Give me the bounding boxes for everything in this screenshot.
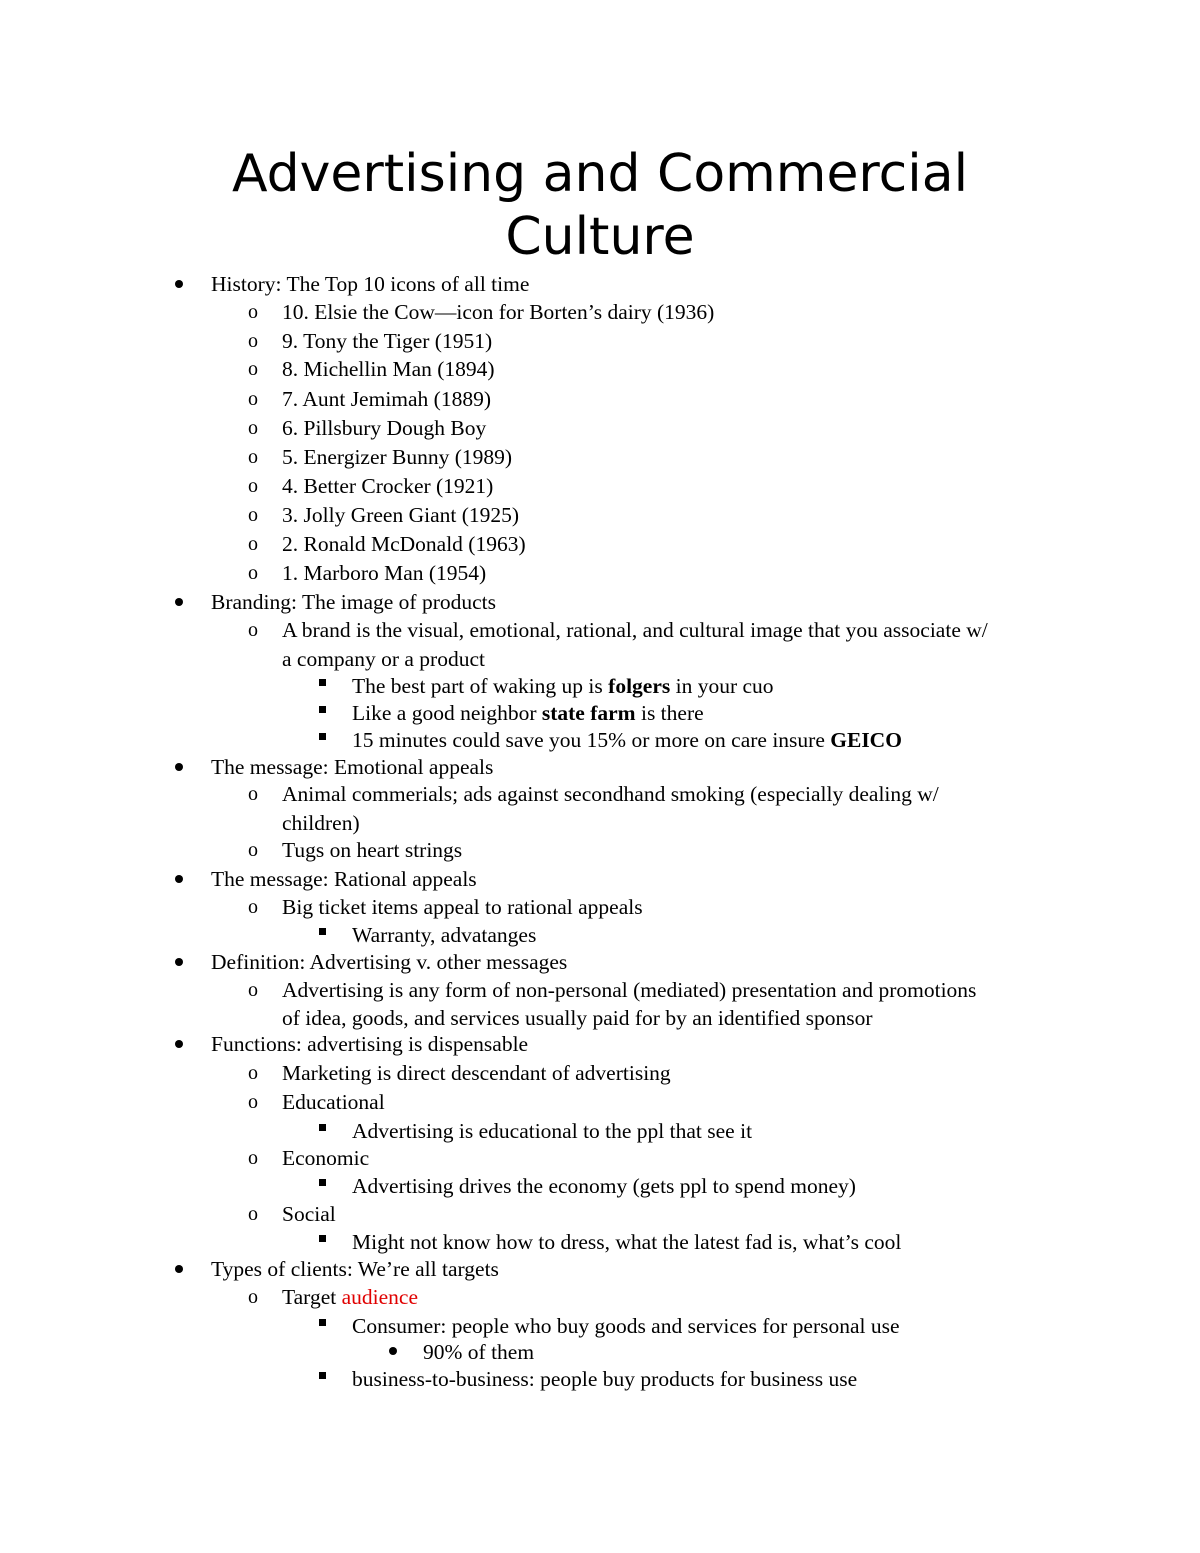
bullet-icon [175, 598, 183, 606]
list-item: Marketing is direct descendant of advertising [282, 1061, 671, 1085]
section-heading-definition: Definition: Advertising v. other messages [211, 950, 568, 974]
list-item: 6. Pillsbury Dough Boy [282, 416, 487, 440]
text: The best part of waking up is [352, 674, 609, 698]
square-bullet-icon [319, 1124, 326, 1131]
list-item: Educational [282, 1090, 385, 1114]
list-item: Tugs on heart strings [282, 838, 463, 862]
circle-bullet-icon: o [248, 619, 258, 641]
square-bullet-icon [319, 733, 326, 740]
list-item: Might not know how to dress, what the latest fad is, what’s cool [352, 1230, 902, 1254]
text: is there [635, 701, 704, 725]
bullet-icon [175, 875, 183, 883]
list-item: 2. Ronald McDonald (1963) [282, 532, 526, 556]
list-item [282, 1283, 418, 1311]
circle-bullet-icon: o [248, 1062, 258, 1084]
list-item-continuation: a company or a product [282, 647, 485, 671]
section-heading-rational: The message: Rational appeals [211, 867, 477, 891]
bullet-icon [175, 763, 183, 771]
section-heading-functions: Functions: advertising is dispensable [211, 1032, 529, 1056]
list-item [352, 672, 774, 700]
bullet-icon [175, 280, 183, 288]
bullet-icon [175, 1040, 183, 1048]
circle-bullet-icon: o [248, 562, 258, 584]
list-item: 8. Michellin Man (1894) [282, 357, 495, 381]
square-bullet-icon [319, 1319, 326, 1326]
bold-text: GEICO [830, 728, 902, 752]
text: Target [282, 1285, 342, 1309]
text: Like a good neighbor [352, 701, 542, 725]
bullet-icon [175, 1265, 183, 1273]
section-heading-clients: Types of clients: We’re all targets [211, 1257, 499, 1281]
list-item: 5. Energizer Bunny (1989) [282, 445, 513, 469]
circle-bullet-icon: o [248, 475, 258, 497]
list-item: A brand is the visual, emotional, rational, and cultural image that you associate w/ [282, 618, 988, 642]
circle-bullet-icon: o [248, 783, 258, 805]
list-item [352, 726, 902, 754]
circle-bullet-icon: o [248, 839, 258, 861]
list-item: Warranty, advatanges [352, 923, 537, 947]
section-heading-branding: Branding: The image of products [211, 590, 497, 614]
page-title-line-2: Culture [505, 207, 695, 267]
text: 15 minutes could save you 15% or more on care insure [352, 728, 831, 752]
circle-bullet-icon: o [248, 358, 258, 380]
list-item: Economic [282, 1146, 370, 1170]
bold-text: state farm [541, 701, 636, 725]
circle-bullet-icon: o [248, 330, 258, 352]
list-item: business-to-business: people buy products for business use [352, 1367, 858, 1391]
square-bullet-icon [319, 1372, 326, 1379]
circle-bullet-icon: o [248, 979, 258, 1001]
list-item: 1. Marboro Man (1954) [282, 561, 487, 585]
square-bullet-icon [319, 679, 326, 686]
list-item: Advertising is any form of non-personal (mediated) presentation and promotions [282, 978, 977, 1002]
list-item: 90% of them [423, 1340, 535, 1364]
circle-bullet-icon: o [248, 896, 258, 918]
list-item: 7. Aunt Jemimah (1889) [282, 387, 492, 411]
list-item: Advertising drives the economy (gets ppl to spend money) [352, 1174, 856, 1198]
list-item: Social [282, 1202, 336, 1226]
bullet-icon [389, 1347, 397, 1355]
circle-bullet-icon: o [248, 1203, 258, 1225]
bullet-icon [175, 958, 183, 966]
circle-bullet-icon: o [248, 301, 258, 323]
list-item: 3. Jolly Green Giant (1925) [282, 503, 520, 527]
square-bullet-icon [319, 928, 326, 935]
bold-text: folgers [608, 674, 671, 698]
highlighted-text: audience [341, 1285, 418, 1309]
list-item: Advertising is educational to the ppl that see it [352, 1119, 753, 1143]
list-item: Consumer: people who buy goods and services for personal use [352, 1314, 900, 1338]
text: in your cuo [670, 674, 774, 698]
circle-bullet-icon: o [248, 446, 258, 468]
square-bullet-icon [319, 1235, 326, 1242]
list-item: Big ticket items appeal to rational appeals [282, 895, 643, 919]
circle-bullet-icon: o [248, 1091, 258, 1113]
circle-bullet-icon: o [248, 417, 258, 439]
page-title-line-1: Advertising and Commercial [231, 144, 969, 204]
section-heading-emotional: The message: Emotional appeals [211, 755, 494, 779]
circle-bullet-icon: o [248, 1147, 258, 1169]
list-item-continuation: children) [282, 811, 360, 835]
list-item: 10. Elsie the Cow—icon for Borten’s dairy (1936) [282, 300, 715, 324]
circle-bullet-icon: o [248, 504, 258, 526]
circle-bullet-icon: o [248, 1286, 258, 1308]
list-item: Animal commerials; ads against secondhand smoking (especially dealing w/ [282, 782, 939, 806]
list-item: 4. Better Crocker (1921) [282, 474, 494, 498]
circle-bullet-icon: o [248, 388, 258, 410]
list-item-continuation: of idea, goods, and services usually paid for by an identified sponsor [282, 1006, 873, 1030]
list-item: 9. Tony the Tiger (1951) [282, 329, 493, 353]
section-heading-history: History: The Top 10 icons of all time [211, 272, 530, 296]
circle-bullet-icon: o [248, 533, 258, 555]
list-item [352, 699, 704, 727]
square-bullet-icon [319, 1179, 326, 1186]
square-bullet-icon [319, 706, 326, 713]
